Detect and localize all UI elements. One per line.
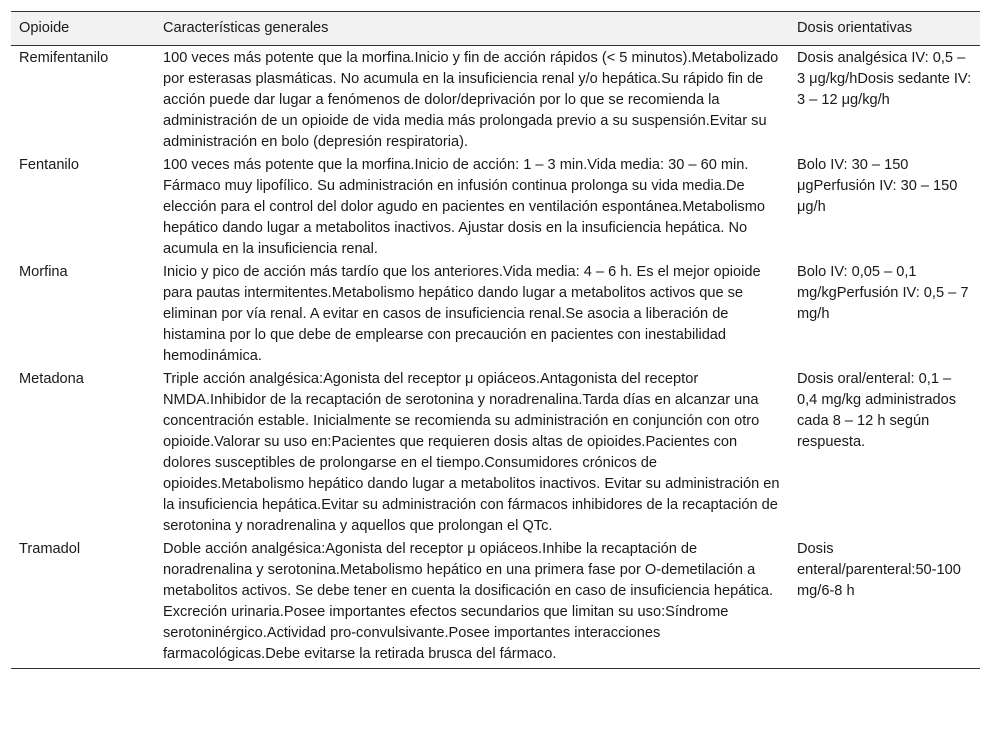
table-row (11, 367, 980, 537)
table-row (11, 46, 980, 154)
table-header (11, 12, 980, 46)
header-dosis: Dosis orientativas (789, 12, 980, 46)
opioid-table-container (11, 11, 980, 669)
cell-dosis: Dosis analgésica IV: 0,5 – 3 μg/kg/hDosis sedante IV: 3 – 12 μg/kg/h (797, 50, 972, 108)
cell-caracteristicas: Inicio y pico de acción más tardío que los anteriores.Vida media: 4 – 6 h. Es el mejor opioide para pautas intermitentes.Metabolismo hepático dando lugar a metabolitos activos que se eliminan por vía renal. A evitar en casos de insuficiencia renal.Se asocia a liberación de histamina por lo que debe de emplearse con precaución en pacientes con inestabilidad hemodinámica. (163, 264, 761, 364)
cell-caracteristicas: Doble acción analgésica:Agonista del receptor μ opiáceos.Inhibe la recaptación de noradrenalina y serotonina.Metabolismo hepático en una primera fase por O-demetilación a metabolitos activos. Se debe tener en cuenta la dosificación en caso de insuficiencia hepática. Excreción urinaria.Posee importantes efectos secundarios que limitan su uso:Síndrome serotoninérgico.Actividad pro-convulsivante.Posee importantes interacciones farmacológicas.Debe evitarse la retirada brusca del fármaco. (155, 537, 789, 669)
cell-opioide: Fentanilo (19, 157, 80, 173)
header-opioide: Opioide (11, 12, 155, 46)
table-row (11, 537, 980, 669)
cell-opioide: Remifentanilo (19, 50, 109, 66)
cell-dosis: Dosis oral/enteral: 0,1 – 0,4 mg/kg administrados cada 8 – 12 h según respuesta. (797, 371, 956, 450)
cell-caracteristicas: 100 veces más potente que la morfina.Inicio de acción: 1 – 3 min.Vida media: 30 – 60 min. Fármaco muy lipofílico. Su administración en infusión continua prolonga su vida media.De elección para el control del dolor agudo en pacientes en ventilación espontánea.Metabolismo hepático dando lugar a metabolitos inactivos. Ajustar dosis en la insuficiencia hepática. No acumula en la insuficiencia renal. (163, 157, 765, 257)
table-row (11, 153, 980, 260)
header-row (11, 12, 980, 46)
cell-dosis: Bolo IV: 30 – 150 μgPerfusión IV: 30 – 150 μg/h (797, 157, 958, 215)
cell-opioide: Morfina (19, 264, 68, 280)
table-row (11, 260, 980, 367)
cell-caracteristicas: 100 veces más potente que la morfina.Inicio y fin de acción rápidos (< 5 minutos).Metabolizado por esterasas plasmáticas. No acumula en la insuficiencia renal y/o hepática.Su rápido fin de acción puede dar lugar a fenómenos de dolor/deprivación por lo que se recomienda la administración de un opioide de vida media más prolongada previo a su suspensión.Evitar su administración en bolo (depresión respiratoria). (163, 50, 779, 150)
table-body (11, 46, 980, 669)
cell-dosis: Dosis enteral/parenteral:50-100 mg/6-8 h (789, 537, 980, 669)
cell-dosis: Bolo IV: 0,05 – 0,1 mg/kgPerfusión IV: 0,5 – 7 mg/h (797, 264, 969, 322)
opioid-table (11, 11, 980, 669)
cell-caracteristicas: Triple acción analgésica:Agonista del receptor μ opiáceos.Antagonista del receptor NMDA.Inhibidor de la recaptación de serotonina y noradrenalina.Tarda días en alcanzar una concentración estable. Inicialmente se recomienda su administración en conjunción con otro opioide.Valorar su uso en:Pacientes que requieren dosis altas de opioides.Pacientes con dolores susceptibles de prolongarse en el tiempo.Consumidores crónicos de opioides.Metabolismo hepático dando lugar a metabolitos inactivos. Evitar su administración en la insuficiencia hepática.Evitar su administración con fármacos inhibidores de la recaptación de serotonina y noradrenalina y aquellos que prolongan el QTc. (163, 371, 780, 534)
header-caracteristicas: Características generales (155, 12, 789, 46)
cell-opioide: Metadona (19, 371, 84, 387)
cell-opioide: Tramadol (11, 537, 155, 669)
